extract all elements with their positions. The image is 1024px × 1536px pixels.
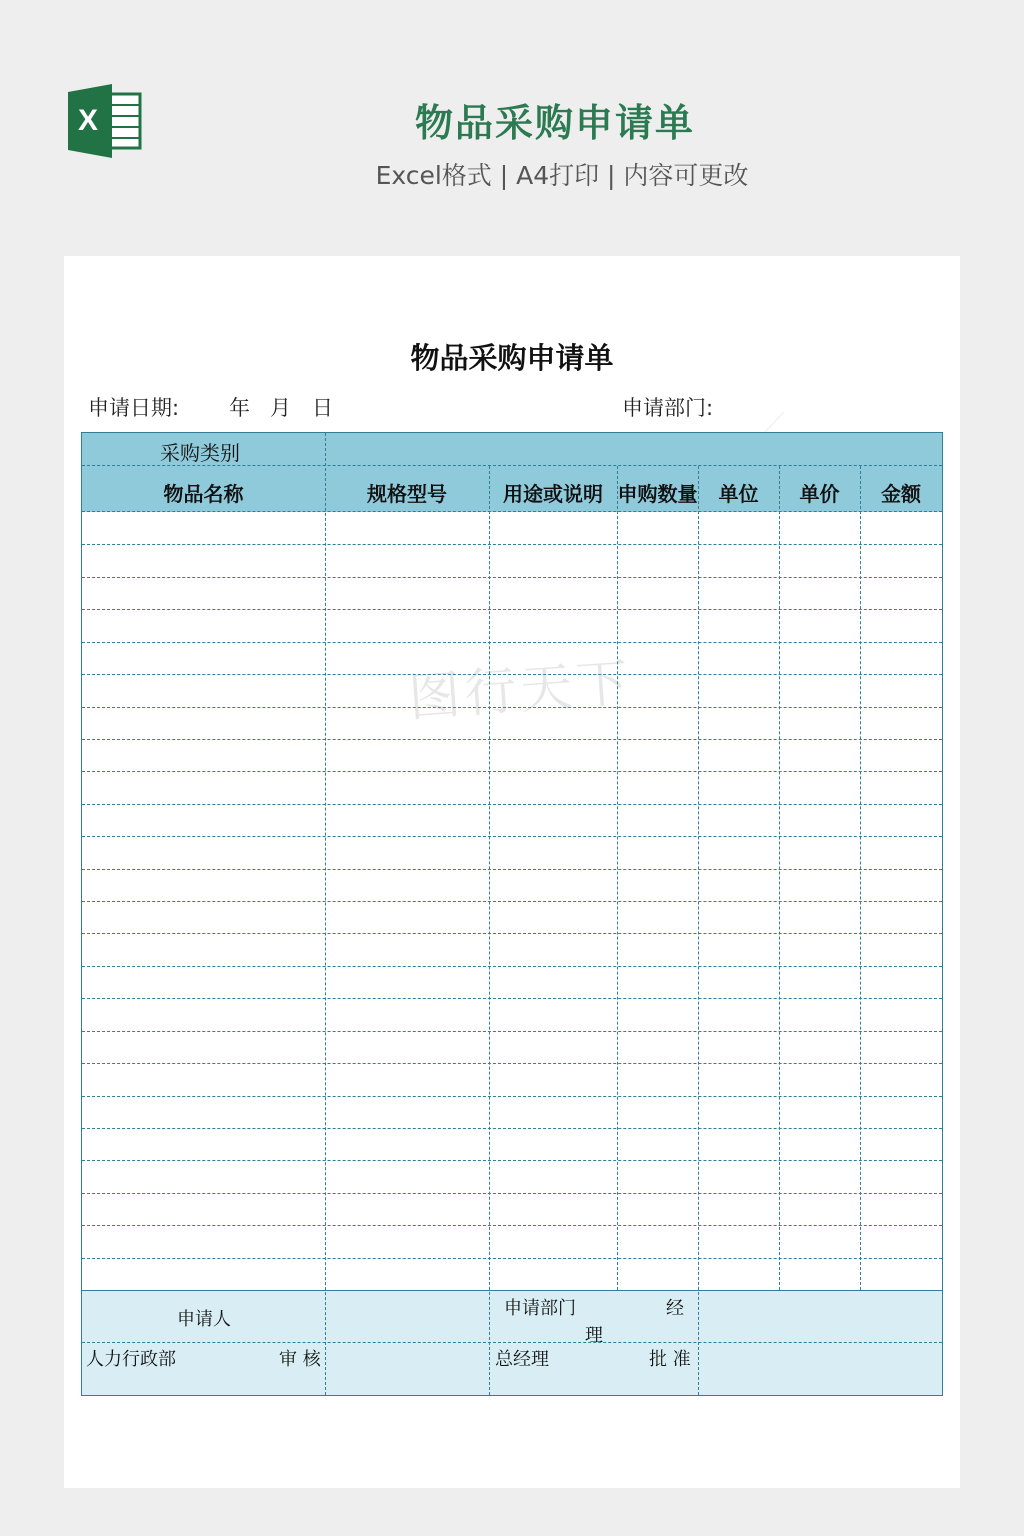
- column-header-name: 物品名称: [163, 482, 244, 506]
- banner-title: 物品采购申请单: [414, 101, 695, 145]
- column-divider: [698, 466, 699, 1395]
- column-divider: [860, 466, 861, 1290]
- applicant-label: 申请人: [177, 1309, 231, 1330]
- column-header-unit: 单位: [718, 482, 759, 506]
- column-divider: [489, 466, 490, 1395]
- table-row: [82, 544, 942, 545]
- table-row: [82, 1160, 942, 1161]
- table-row: [82, 966, 942, 967]
- month-label: 月: [270, 396, 291, 420]
- table-row: [82, 1225, 942, 1226]
- column-header-spec: 规格型号: [367, 482, 447, 506]
- review-label: 审 核: [279, 1349, 321, 1370]
- table-row: [82, 739, 942, 740]
- department-label: 申请部门:: [622, 396, 714, 420]
- year-label: 年: [229, 396, 250, 420]
- table-row: [82, 933, 942, 934]
- table-row: [82, 1258, 942, 1259]
- column-header-purpose: 用途或说明: [503, 482, 603, 506]
- column-divider: [779, 466, 780, 1290]
- table-row: [82, 901, 942, 902]
- table-row: [82, 609, 942, 610]
- dept-manager-label-3: 理: [585, 1325, 603, 1346]
- table-row: [82, 1193, 942, 1194]
- date-label: 申请日期:: [88, 396, 180, 420]
- table-row: [82, 577, 942, 578]
- table-row: [82, 1096, 942, 1097]
- column-header-quantity: 申购数量: [617, 482, 698, 506]
- table-row: [82, 836, 942, 837]
- dept-manager-label: 申请部门: [504, 1298, 576, 1319]
- signature-divider: [82, 1342, 942, 1343]
- table-row: [82, 869, 942, 870]
- category-label: 采购类别: [160, 441, 240, 465]
- purchase-table: [81, 432, 943, 1396]
- column-header-unit-price: 单价: [799, 482, 840, 506]
- dept-manager-label-2: 经: [666, 1298, 684, 1319]
- watermark-text: 图行天下: [406, 653, 635, 729]
- table-row: [82, 1063, 942, 1064]
- table-row: [82, 1031, 942, 1032]
- table-row: [82, 1128, 942, 1129]
- document-title: 物品采购申请单: [410, 341, 614, 375]
- hr-dept-label: 人力行政部: [86, 1349, 176, 1370]
- svg-text:X: X: [77, 104, 99, 137]
- column-header-amount: 金额: [881, 482, 921, 506]
- column-divider: [325, 433, 326, 1395]
- day-label: 日: [312, 396, 333, 420]
- approve-label: 批 准: [649, 1349, 691, 1370]
- column-divider: [617, 466, 618, 1290]
- table-row: [82, 771, 942, 772]
- table-row: [82, 804, 942, 805]
- gm-label: 总经理: [495, 1349, 549, 1370]
- table-row: [82, 642, 942, 643]
- banner-subtitle: Excel格式 | A4打印 | 内容可更改: [375, 161, 749, 190]
- document-page: [64, 256, 960, 1488]
- table-row: [82, 998, 942, 999]
